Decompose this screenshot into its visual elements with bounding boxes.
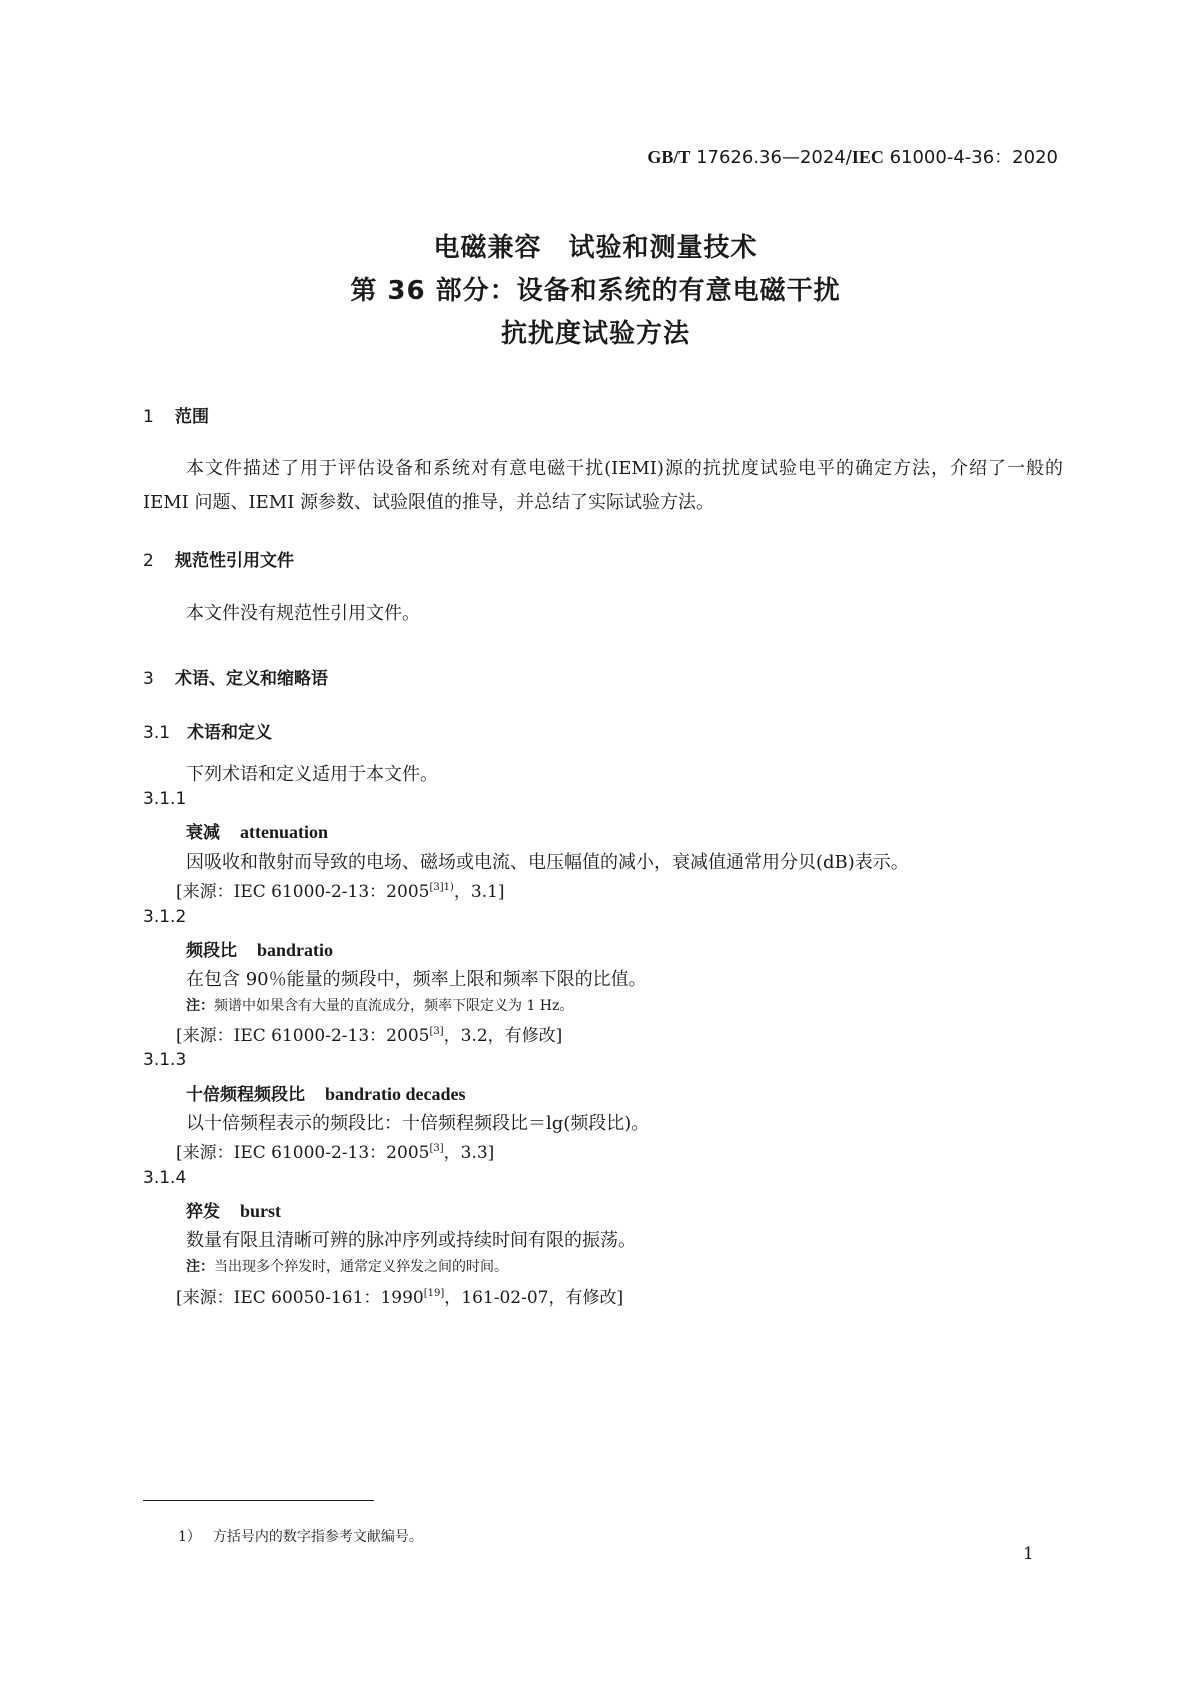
section-number: 2 <box>143 551 154 571</box>
term-chinese: 频段比 <box>186 941 237 961</box>
term-source <box>176 1138 494 1163</box>
term-english: attenuation <box>240 822 329 842</box>
term-number: 3.1.4 <box>143 1168 187 1188</box>
term-heading <box>186 936 333 961</box>
source-clause: ，3.1] <box>453 882 505 902</box>
term-english: bandratio <box>257 940 334 960</box>
source-clause: ，161-02-07，有修改] <box>444 1288 624 1308</box>
footnote-divider <box>143 1500 374 1501</box>
source-clause: ，3.2，有修改] <box>443 1026 563 1046</box>
reference-mark: [3]1) <box>429 882 454 893</box>
section-1-paragraph: 本文件描述了用于评估设备和系统对有意电磁干扰(IEMI)源的抗扰度试验电平的确定方法，介绍了一般的 IEMI 问题、IEMI 源参数、试验限值的推导，并总结了实际试验方法。 <box>143 458 1063 513</box>
source-clause: ，3.3] <box>443 1143 495 1163</box>
reference-mark: [3] <box>429 1026 444 1037</box>
term-english: burst <box>240 1201 282 1221</box>
section-title: 术语和定义 <box>187 723 272 743</box>
note-text: 频谱中如果含有大量的直流成分，频率下限定义为 1 Hz。 <box>214 998 574 1014</box>
section-title: 规范性引用文件 <box>175 551 294 571</box>
std-code: GB/T <box>647 147 691 167</box>
iec-numbers: 61000-4-36：2020 <box>889 147 1058 168</box>
std-numbers: 17626.36—2024/ <box>696 147 852 168</box>
title-line-2: 第 36 部分：设备和系统的有意电磁干扰 <box>350 276 841 306</box>
note-label: 注： <box>186 1259 214 1275</box>
section-number: 3 <box>143 669 154 689</box>
section-title: 术语、定义和缩略语 <box>175 669 328 689</box>
reference-mark: [3] <box>429 1143 444 1154</box>
term-heading <box>186 1080 466 1105</box>
section-2-paragraph: 本文件没有规范性引用文件。 <box>186 603 420 624</box>
section-3-heading <box>143 664 328 689</box>
source-text: [来源：IEC 61000-2-13：2005 <box>176 882 430 902</box>
term-note <box>186 1256 508 1276</box>
term-note <box>186 995 573 1015</box>
reference-mark: [19] <box>423 1288 445 1299</box>
term-number: 3.1.1 <box>143 789 187 809</box>
term-chinese: 衰减 <box>186 823 220 843</box>
title-line-3: 抗扰度试验方法 <box>500 319 690 349</box>
footnote-mark: 1） <box>178 1529 201 1545</box>
term-source <box>176 1021 562 1046</box>
term-heading <box>186 1197 281 1222</box>
section-number: 1 <box>143 407 154 427</box>
note-label: 注： <box>186 998 214 1014</box>
iec-code: IEC <box>851 147 884 167</box>
term-definition: 以十倍频程表示的频段比：十倍频程频段比＝lg(频段比)。 <box>186 1113 650 1134</box>
title-line-1: 电磁兼容 试验和测量技术 <box>433 233 758 263</box>
section-title: 范围 <box>175 407 209 427</box>
term-definition: 因吸收和散射而导致的电场、磁场或电流、电压幅值的减小，衰减值通常用分贝(dB)表示。 <box>186 852 909 873</box>
footnote <box>178 1526 423 1546</box>
page-number: 1 <box>1023 1544 1034 1564</box>
term-heading <box>186 818 328 843</box>
section-number: 3.1 <box>143 723 171 743</box>
term-source <box>176 877 505 902</box>
standard-number <box>0 143 1058 169</box>
source-text: [来源：IEC 61000-2-13：2005 <box>176 1143 430 1163</box>
note-text: 当出现多个猝发时，通常定义猝发之间的时间。 <box>214 1259 508 1275</box>
footnote-text: 方括号内的数字指参考文献编号。 <box>212 1529 423 1545</box>
term-source <box>176 1283 623 1308</box>
term-chinese: 猝发 <box>186 1202 220 1222</box>
term-english: bandratio decades <box>325 1084 466 1104</box>
section-1-heading <box>143 402 209 427</box>
term-definition: 在包含 90％能量的频段中，频率上限和频率下限的比值。 <box>186 969 647 990</box>
term-definition: 数量有限且清晰可辨的脉冲序列或持续时间有限的振荡。 <box>186 1230 636 1251</box>
section-3-1-intro: 下列术语和定义适用于本文件。 <box>186 764 438 785</box>
source-text: [来源：IEC 61000-2-13：2005 <box>176 1026 430 1046</box>
section-2-heading <box>143 546 294 571</box>
term-number: 3.1.2 <box>143 907 187 927</box>
section-3-1-heading <box>143 718 272 743</box>
term-chinese: 十倍频程频段比 <box>186 1085 305 1105</box>
term-number: 3.1.3 <box>143 1050 187 1070</box>
source-text: [来源：IEC 60050-161：1990 <box>176 1288 424 1308</box>
